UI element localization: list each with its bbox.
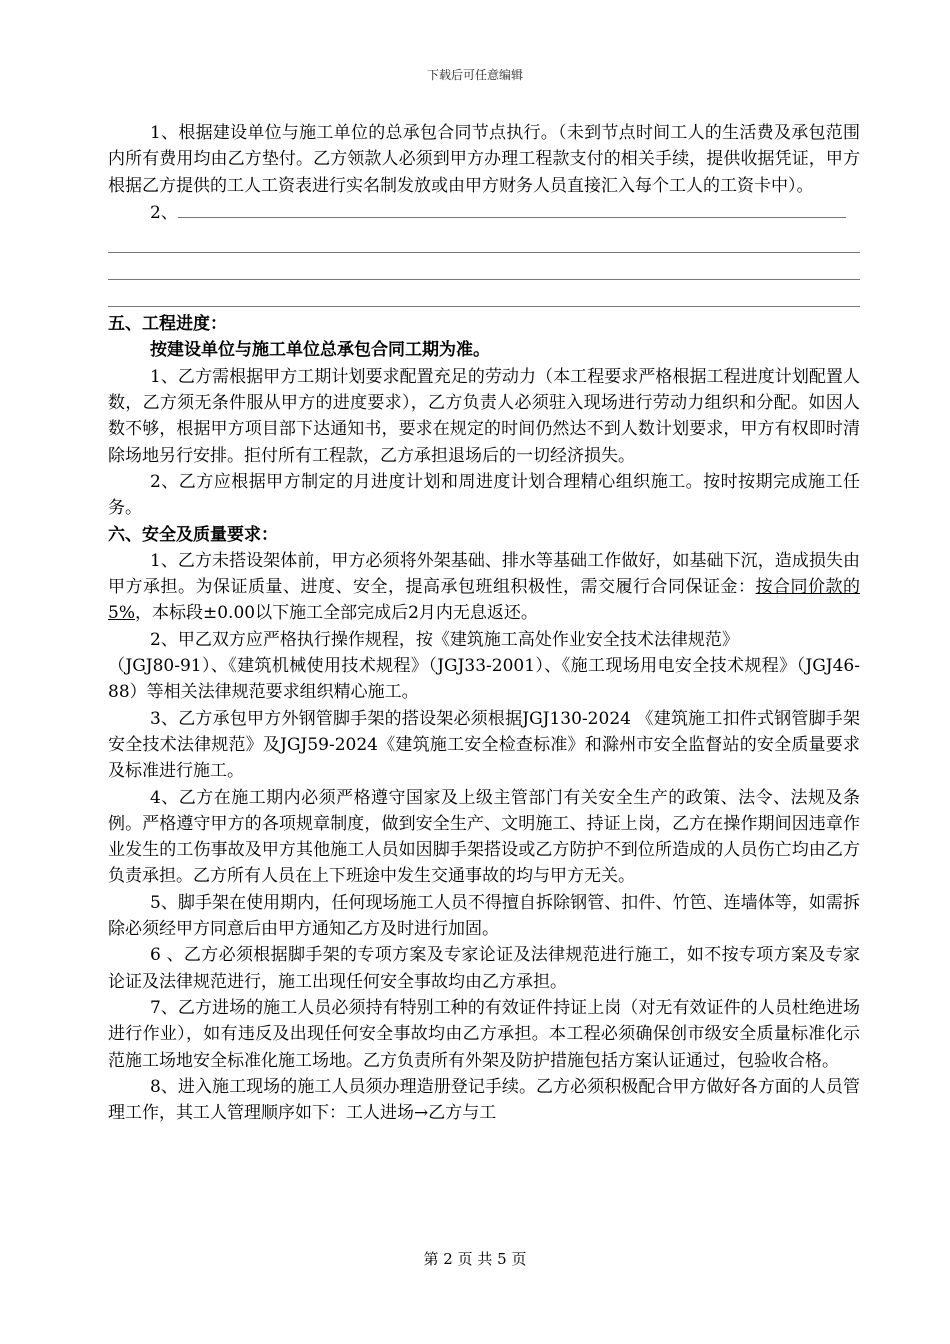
page-number-footer: 第 2 页 共 5 页 [423, 1250, 527, 1268]
paragraph-text: 1、乙方未搭设架体前，甲方必须将外架基础、排水等基础工作做好，如基础下沉，造成损失由甲方承担。为保证质量、进度、安全，提高承包班组积极性，需交履行合同保证金： [108, 550, 860, 598]
paragraph-payment-2 [108, 199, 860, 226]
paragraph-safety-5: 5、脚手架在使用期内，任何现场施工人员不得擅自拆除钢管、扣件、竹笆、连墙体等，如需拆除必须经甲方同意后由甲方通知乙方及时进行加固。 [108, 892, 860, 940]
fill-in-blank-line[interactable] [178, 199, 846, 218]
paragraph-safety-2a: 2、甲乙双方应严格执行操作规程，按《建筑施工高处作业安全技术法律规范》 [150, 629, 739, 650]
paragraph-safety-8: 8、进入施工现场的施工人员须办理造册登记手续。乙方必须积极配合甲方做好各方面的人员管理工作，其工人管理顺序如下：工人进场→乙方与工 [108, 1076, 860, 1124]
document-body [108, 120, 860, 1126]
paragraph-payment-1: 1、根据建设单位与施工单位的总承包合同节点执行。（未到节点时间工人的生活费及承包范围内所有费用均由乙方垫付。乙方领款人必须到甲方办理工程款支付的相关手续，提供收据凭证，甲方根据乙方提供的工人工资表进行实名制发放或由甲方财务人员直接汇入每个工人的工资卡中）。 [108, 123, 860, 196]
fill-in-blank-line[interactable] [108, 226, 860, 253]
paragraph-safety-4: 4、乙方在施工期内必须严格遵守国家及上级主管部门有关安全生产的政策、法令、法规及条例。严格遵守甲方的各项规章制度，做到安全生产、文明施工、持证上岗，乙方在操作期间因违章作业发生的工伤事故及甲方其他施工人员如因脚手架搭设或乙方防护不到位所造成的人员伤亡均由乙方负责承担。乙方所有人员在上下班途中发生交通事故的均与甲方无关。 [108, 787, 860, 887]
paragraph-progress-1: 1、乙方需根据甲方工期计划要求配置充足的劳动力（本工程要求严格根据工程进度计划配置人数，乙方须无条件服从甲方的进度要求），乙方负责人必须驻入现场进行劳动力组织和分配。如因人数不够，根据甲方项目部下达通知书，要求在规定的时间仍然达不到人数计划要求，甲方有权即时清除场地另行安排。拒付所有工程款，乙方承担退场后的一切经济损失。 [108, 366, 860, 466]
fill-in-blank-line[interactable] [108, 253, 860, 280]
paragraph-safety-2b: （JGJ80-91）、《建筑机械使用技术规程》（JGJ33-2001）、《施工现场用电安全技术规程》（JGJ46-88）等相关法律规范要求组织精心施工。 [108, 656, 860, 703]
paragraph-safety-1 [108, 548, 860, 627]
paragraph-safety-7: 7、乙方进场的施工人员必须持有特别工种的有效证件持证上岗（对无有效证件的人员杜绝进场进行作业），如有违反及出现任何安全事故均由乙方承担。本工程必须确保创市级安全质量标准化示范施工场地安全标准化施工场地。乙方负责所有外架及防护措施包括方案认证通过，包验收合格。 [108, 997, 860, 1071]
paragraph-safety-3: 3、乙方承包甲方外钢管脚手架的搭设架必须根据JGJ130-2024 《建筑施工扣件式钢管脚手架安全技术法律规范》及JGJ59-2024《建筑施工安全检查标准》和滁州市安全监督站的安全质量要求及标准进行施工。 [108, 708, 860, 782]
paragraph-text: ，本标段±0.00以下施工全部完成后2月内无息返还。 [134, 603, 538, 624]
underlined-deposit-text: 按合同价款的5% [108, 577, 860, 624]
page-header-note: 下载后可任意编辑 [426, 68, 523, 82]
section-heading-safety: 六、安全及质量要求： [108, 524, 278, 545]
section-subheading-progress: 按建设单位与施工单位总承包合同工期为准。 [150, 340, 490, 361]
fill-in-blank-line[interactable] [108, 280, 860, 307]
paragraph-safety-6: 6 、乙方必须根据脚手架的专项方案及专家论证及法律规范进行施工，如不按专项方案及专家论证及法律规范进行，施工出现任何安全事故均由乙方承担。 [108, 945, 860, 992]
section-heading-progress: 五、工程进度： [108, 314, 227, 335]
paragraph-progress-2: 2、乙方应根据甲方制定的月进度计划和周进度计划合理精心组织施工。按时按期完成施工任务。 [108, 471, 860, 519]
item-number-label: 2、 [150, 202, 178, 223]
